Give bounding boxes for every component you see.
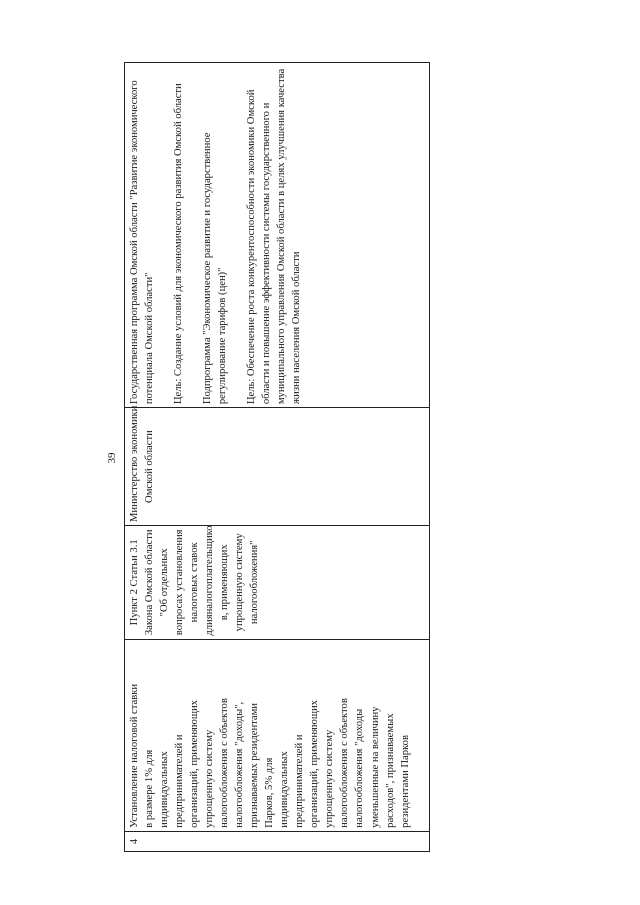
measure-line: организаций, применяющих [189,700,201,828]
measure-line: предпринимателей и [174,734,186,828]
program-title: Государственная программа Омской области "Развитие экономического потенциала Омской области" [129,80,156,405]
measure-line: признаваемых резидентами [249,703,261,828]
measure-line: резидентами Парков [399,735,411,828]
ministry-line: Министерство экономики [129,405,140,523]
law-line: вопросах установления [174,529,186,636]
ministry-line: Омской области [144,430,156,503]
tax-measures-table [124,62,430,852]
measure-line: расходов", признаваемых [384,713,396,828]
measure-line: Установление налоговой ставки [129,683,140,828]
measure-line: организаций, применяющих [309,700,321,828]
law-line: "Об отдельных [159,548,171,617]
row-number-cell: 4 [125,831,430,851]
page-number: 39 [106,452,118,464]
program-goal: Цель: Создание условий для экономического развития Омской области [173,83,185,405]
rotated-landscape-sheet [106,58,436,858]
law-line: в, применяющих [219,544,231,621]
law-line: налогообложения" [249,540,261,625]
subprogram-goal: Цель: Обеспечение роста конкурентоспособности экономики Омской области и повышение эффективности системы государственного и муниципального управления Омской области в целях улучшения качества жизни населения Омской области [246,68,303,405]
responsible-body-cell [125,405,430,526]
state-program-cell [125,63,430,408]
measure-line: налогообложения "доходы", [234,701,246,828]
measure-description-cell [125,639,430,831]
subprogram-title: Подпрограмма "Экономическое развитие и государственное регулирование тарифов (цен)" [202,132,229,405]
law-line: налоговых ставок [189,542,201,623]
law-line: Закона Омской области [144,529,156,636]
measure-line: упрощенную систему [204,729,216,828]
measure-line: в размере 1% для [144,749,156,828]
measure-line: Парков, 5% для [264,757,276,828]
measure-line: предпринимателей и [294,734,306,828]
measure-line: уменьшенные на величину [369,706,381,828]
measure-line: налогообложения "доходы [354,708,366,828]
legal-basis-cell [125,526,430,640]
law-line: длияналогоплательщико [204,525,216,636]
table-row [125,63,430,852]
measure-line: налогообложения с объектов [219,698,231,828]
law-line: Пункт 2 Статьи 3.1 [129,539,140,626]
measure-line: упрощенную систему [324,729,336,828]
measure-line: налогообложения с объектов [339,698,351,828]
measure-line: индивидуальных [279,751,291,828]
law-line: упрощенную систему [234,533,246,632]
measure-line: индивидуальных [159,751,171,828]
